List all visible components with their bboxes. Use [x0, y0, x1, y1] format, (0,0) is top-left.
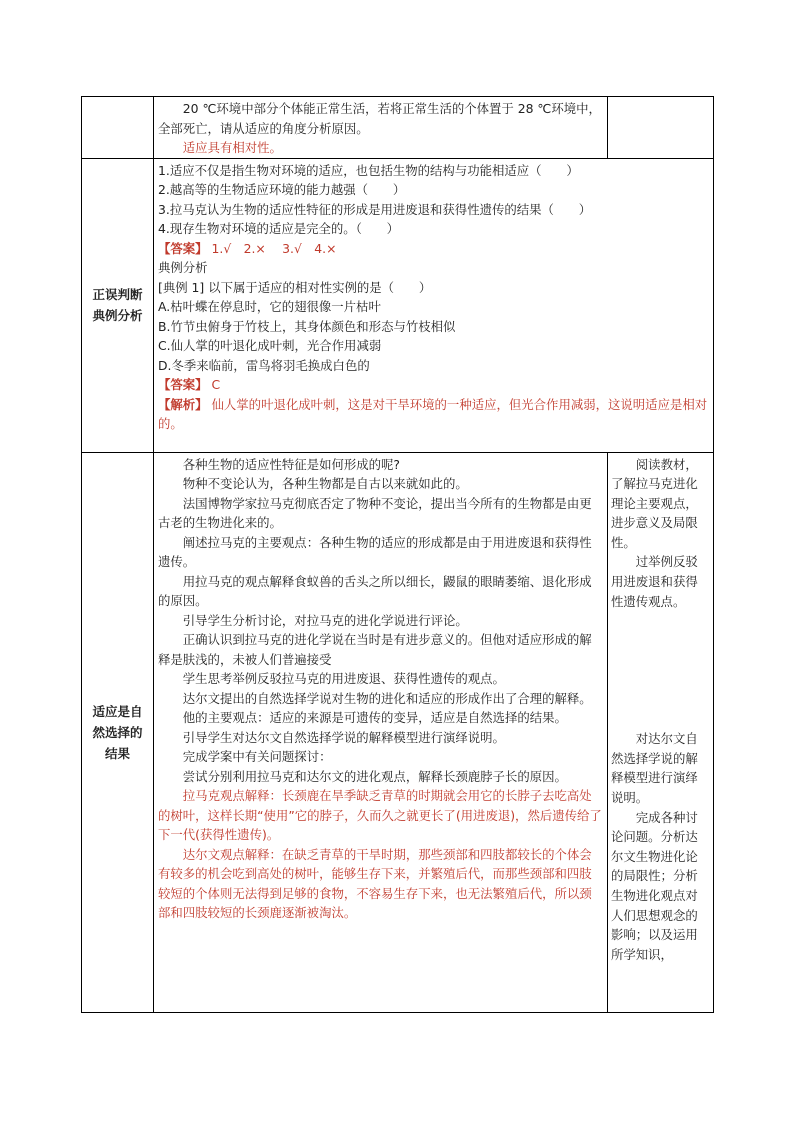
answer-tag: 【答案】 [158, 240, 208, 256]
answer-text: 适应具有相对性。 [182, 140, 282, 155]
row-label-line: 适应是自 [92, 703, 143, 719]
row-label-line: 结果 [104, 745, 130, 761]
note-paragraph: 对达尔文自然选择学说的解释模型进行演绎说明。 [611, 731, 698, 806]
paragraph: 尝试分别利用拉马克和达尔文的进化观点，解释长颈鹿脖子长的原因。 [182, 768, 567, 784]
paragraph: 引导学生对达尔文自然选择学说的解释模型进行演绎说明。 [182, 729, 505, 745]
answer-tag: 【答案】 [158, 377, 208, 392]
row-label-line: 正误判断 [92, 287, 143, 302]
analysis-text: 仙人掌的叶退化成叶刺，这是对干旱环境的一种适应，但光合作用减弱，这说明适应是相对的。 [158, 396, 708, 431]
example-answer [154, 375, 713, 395]
judgment-item: 4.现存生物对环境的适应是完全的。（ ） [158, 221, 400, 236]
paragraph: 法国博物学家拉马克彻底否定了物种不变论，提出当今所有的生物都是由更古老的生物进化来的。 [158, 495, 592, 530]
table-row [82, 158, 714, 452]
judgment-item: 3.拉马克认为生物的适应性特征的形成是用进废退和获得性遗传的结果（ ） [158, 201, 592, 217]
paragraph: 阐述拉马克的主要观点：各种生物的适应的形成都是由于用进废退和获得性遗传。 [158, 534, 592, 569]
row-content [154, 97, 608, 159]
answer-value: C [207, 377, 221, 392]
judgment-answer [154, 239, 713, 259]
option-item: D.冬季来临前，雷鸟将羽毛换成白色的 [158, 357, 370, 373]
paragraph: 引导学生分析讨论，对拉马克的进化学说进行评论。 [182, 612, 468, 628]
note-paragraph: 完成各种讨论问题。分析达尔文生物进化论的局限性；分析生物进化观点对人们思想观念的影响；以及运用所学知识， [611, 809, 698, 962]
darwin-explanation: 达尔文观点解释：在缺乏青草的干旱时期，那些颈部和四肢都较长的个体会有较多的机会吃到高处的树叶，能够生存下来，并繁殖后代，而那些颈部和四肢较短的个体则无法得到足够的食物，不容易生存下来，也无法繁殖后代，所以颈部和四肢较短的长颈鹿逐渐被淘汰。 [158, 846, 592, 920]
paragraph: 各种生物的适应性特征是如何形成的呢? [182, 456, 401, 472]
paragraph: 他的主要观点：适应的来源是可遗传的变异，适应是自然选择的结果。 [182, 710, 567, 725]
lesson-table [81, 96, 714, 1013]
judgment-item: 1.适应不仅是指生物对环境的适应，也包括生物的结构与功能相适应（ ） [158, 162, 579, 178]
paragraph: 正确认识到拉马克的进化学说在当时是有进步意义的。但他对适应形成的解释是肤浅的，未被人们普遍接受 [158, 632, 592, 667]
lamarck-explanation: 拉马克观点解释：长颈鹿在旱季缺乏青草的时期就会用它的长脖子去吃高处的树叶，这样长期“使用”它的脖子，久而久之就更长了(用进废退)，然后遗传给了下一代(获得性遗传)。 [158, 788, 602, 842]
row-label-line: 然选择的 [92, 724, 143, 740]
paragraph: 学生思考举例反驳拉马克的用进废退、获得性遗传的观点。 [182, 671, 505, 686]
row-note [608, 97, 714, 159]
example-analysis [154, 395, 713, 434]
paragraph: 完成学案中有关问题探讨： [182, 749, 332, 764]
table-row [82, 97, 714, 159]
option-item: C.仙人掌的叶退化成叶刺，光合作用减弱 [158, 338, 382, 353]
row-content [154, 158, 714, 452]
example-question: [典例 1] 以下属于适应的相对性实例的是（ ） [158, 279, 432, 295]
option-item: A.枯叶蝶在停息时，它的翅很像一片枯叶 [158, 299, 381, 314]
analysis-tag: 【解析】 [158, 396, 208, 412]
row-label-line: 典例分析 [92, 308, 143, 323]
paragraph: 用拉马克的观点解释食蚁兽的舌头之所以细长，鼹鼠的眼睛萎缩、退化形成的原因。 [158, 573, 592, 608]
question-text: 20 ℃环境中部分个体能正常生活，若将正常生活的个体置于 28 ℃环境中，全部死亡，请从适应的角度分析原因。 [158, 101, 601, 136]
note-paragraph: 阅读教材，了解拉马克进化理论主要观点，进步意义及局限性。 [611, 456, 698, 550]
paragraph: 达尔文提出的自然选择学说对生物的进化和适应的形成作出了合理的解释。 [182, 690, 592, 706]
paragraph: 物种不变论认为，各种生物都是自古以来就如此的。 [182, 476, 468, 491]
row-label [82, 452, 154, 1012]
row-label [82, 158, 154, 452]
option-item: B.竹节虫俯身于竹枝上，其身体颜色和形态与竹枝相似 [158, 318, 456, 334]
judgment-item: 2.越高等的生物适应环境的能力越强（ ） [158, 182, 406, 197]
example-heading: 典例分析 [158, 260, 208, 275]
row-note [608, 452, 714, 1012]
table-row [82, 452, 714, 1012]
note-paragraph: 过举例反驳用进废退和获得性遗传观点。 [611, 554, 698, 609]
answer-value: 1.√ 2.× 3.√ 4.× [207, 240, 337, 256]
row-content [154, 452, 608, 1012]
row-label [82, 97, 154, 159]
